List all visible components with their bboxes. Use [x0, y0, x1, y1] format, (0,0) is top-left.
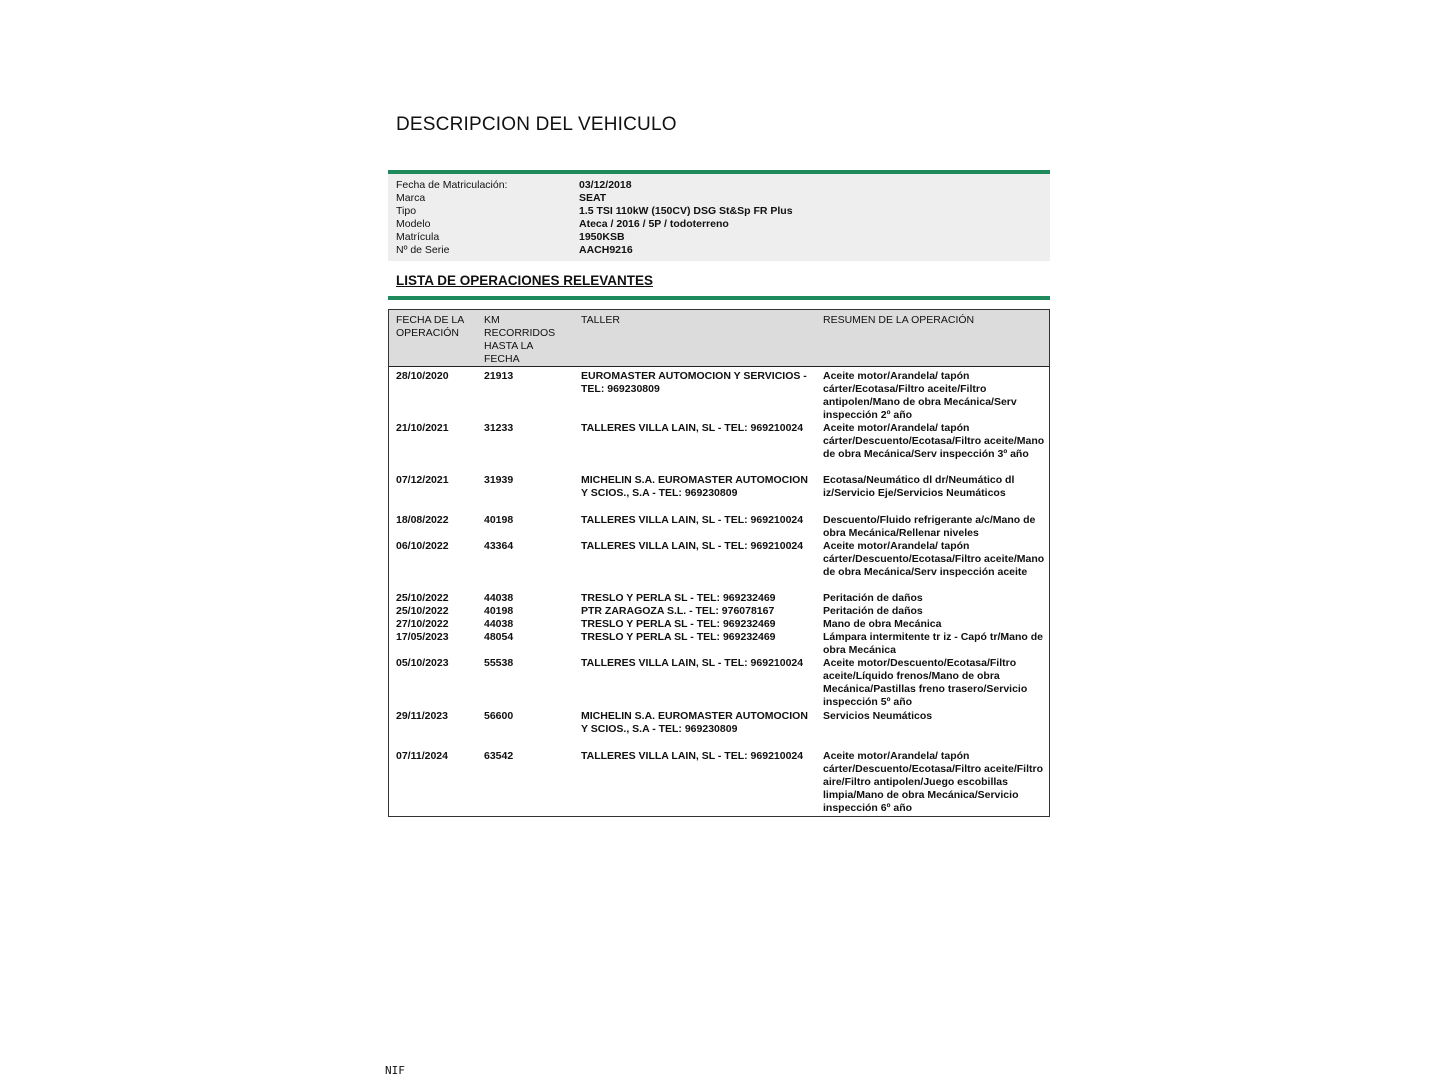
cell-km: 31939 — [484, 474, 514, 486]
cell-taller: EUROMASTER AUTOMOCION Y SERVICIOS - TEL: 969230809 — [581, 370, 807, 395]
cell-fecha: 25/10/2022 — [396, 605, 449, 617]
section-divider — [388, 296, 1050, 300]
cell-taller: TRESLO Y PERLA SL - TEL: 969232469 — [581, 592, 776, 604]
cell-fecha: 25/10/2022 — [396, 592, 449, 604]
cell-taller: PTR ZARAGOZA S.L. - TEL: 976078167 — [581, 605, 775, 617]
field-value: 1.5 TSI 110kW (150CV) DSG St&Sp FR Plus — [579, 205, 793, 217]
field-label: Nº de Serie — [396, 244, 450, 256]
cell-km: 55538 — [484, 657, 514, 669]
field-value: 03/12/2018 — [579, 179, 632, 191]
cell-km: 63542 — [484, 750, 514, 762]
cell-km: 44038 — [484, 618, 514, 630]
cell-resumen: Peritación de daños — [823, 605, 923, 617]
cell-taller: TRESLO Y PERLA SL - TEL: 969232469 — [581, 631, 776, 643]
cell-km: 44038 — [484, 592, 514, 604]
column-header-taller: TALLER — [581, 314, 620, 326]
field-label: Matrícula — [396, 231, 440, 243]
operations-table — [388, 309, 1050, 817]
cell-fecha: 27/10/2022 — [396, 618, 449, 630]
cell-taller: TRESLO Y PERLA SL - TEL: 969232469 — [581, 618, 776, 630]
cell-fecha: 21/10/2021 — [396, 422, 449, 434]
cell-resumen: Aceite motor/Arandela/ tapón cárter/Ecotasa/Filtro aceite/Filtro antipolen/Mano de obra Mecánica/Serv inspección 2º año — [823, 370, 1017, 421]
operations-heading: LISTA DE OPERACIONES RELEVANTES — [396, 273, 654, 288]
cell-km: 48054 — [484, 631, 514, 643]
cell-resumen: Ecotasa/Neumático dl dr/Neumático dl iz/Servicio Eje/Servicios Neumáticos — [823, 474, 1015, 499]
cell-fecha: 07/12/2021 — [396, 474, 449, 486]
cell-km: 31233 — [484, 422, 514, 434]
cell-taller: TALLERES VILLA LAIN, SL - TEL: 969210024 — [581, 750, 804, 762]
cell-fecha: 28/10/2020 — [396, 370, 449, 382]
cell-fecha: 06/10/2022 — [396, 540, 449, 552]
cell-resumen: Lámpara intermitente tr iz - Capó tr/Mano de obra Mecánica — [823, 631, 1043, 656]
field-label: Tipo — [396, 205, 417, 217]
cell-km: 56600 — [484, 710, 514, 722]
column-header-resumen: RESUMEN DE LA OPERACIÓN — [823, 314, 975, 326]
cell-fecha: 18/08/2022 — [396, 514, 449, 526]
page-title: DESCRIPCION DEL VEHICULO — [396, 114, 677, 135]
cell-resumen: Mano de obra Mecánica — [823, 618, 942, 630]
vehicle-details-panel — [388, 174, 1050, 261]
cell-resumen: Aceite motor/Arandela/ tapón cárter/Descuento/Ecotasa/Filtro aceite/Mano de obra Mecánica/Serv inspección 3º año — [823, 422, 1045, 460]
field-value: Ateca / 2016 / 5P / todoterreno — [579, 218, 729, 230]
cell-fecha: 07/11/2024 — [396, 750, 448, 762]
cell-km: 43364 — [484, 540, 514, 552]
cell-taller: MICHELIN S.A. EUROMASTER AUTOMOCION Y SCIOS., S.A - TEL: 969230809 — [581, 474, 808, 499]
cell-taller: TALLERES VILLA LAIN, SL - TEL: 969210024 — [581, 540, 804, 552]
cell-resumen: Aceite motor/Descuento/Ecotasa/Filtro aceite/Líquido frenos/Mano de obra Mecánica/Pastillas freno trasero/Servicio inspección 5º año — [823, 657, 1028, 708]
field-value: AACH9216 — [579, 244, 633, 256]
field-label: Marca — [396, 192, 426, 204]
column-header-fecha: FECHA DE LA OPERACIÓN — [396, 314, 464, 339]
cell-taller: MICHELIN S.A. EUROMASTER AUTOMOCION Y SCIOS., S.A - TEL: 969230809 — [581, 710, 808, 735]
cell-resumen: Descuento/Fluido refrigerante a/c/Mano de obra Mecánica/Rellenar niveles — [823, 514, 1036, 539]
column-header-km: KM RECORRIDOS HASTA LA FECHA — [484, 314, 556, 365]
cell-resumen: Peritación de daños — [823, 592, 923, 604]
cell-resumen: Servicios Neumáticos — [823, 710, 933, 722]
cell-fecha: 05/10/2023 — [396, 657, 449, 669]
cell-taller: TALLERES VILLA LAIN, SL - TEL: 969210024 — [581, 422, 804, 434]
cell-fecha: 29/11/2023 — [396, 710, 448, 722]
cell-resumen: Aceite motor/Arandela/ tapón cárter/Descuento/Ecotasa/Filtro aceite/Mano de obra Mecánica/Serv inspección aceite — [823, 540, 1045, 578]
table-header — [389, 310, 1049, 367]
cell-taller: TALLERES VILLA LAIN, SL - TEL: 969210024 — [581, 514, 804, 526]
cell-taller: TALLERES VILLA LAIN, SL - TEL: 969210024 — [581, 657, 804, 669]
field-label: Modelo — [396, 218, 431, 230]
field-value: SEAT — [579, 192, 607, 204]
cell-km: 40198 — [484, 605, 514, 617]
cell-km: 40198 — [484, 514, 514, 526]
cell-resumen: Aceite motor/Arandela/ tapón cárter/Descuento/Ecotasa/Filtro aceite/Filtro aire/Filtro antipolen/Juego escobillas limpia/Mano de obra Mecánica/Servicio inspección 6º año — [823, 750, 1043, 814]
field-label: Fecha de Matriculación: — [396, 179, 508, 191]
cell-fecha: 17/05/2023 — [396, 631, 449, 643]
cell-km: 21913 — [484, 370, 514, 382]
footer-nif: NIF — [385, 1064, 405, 1077]
field-value: 1950KSB — [579, 231, 625, 243]
